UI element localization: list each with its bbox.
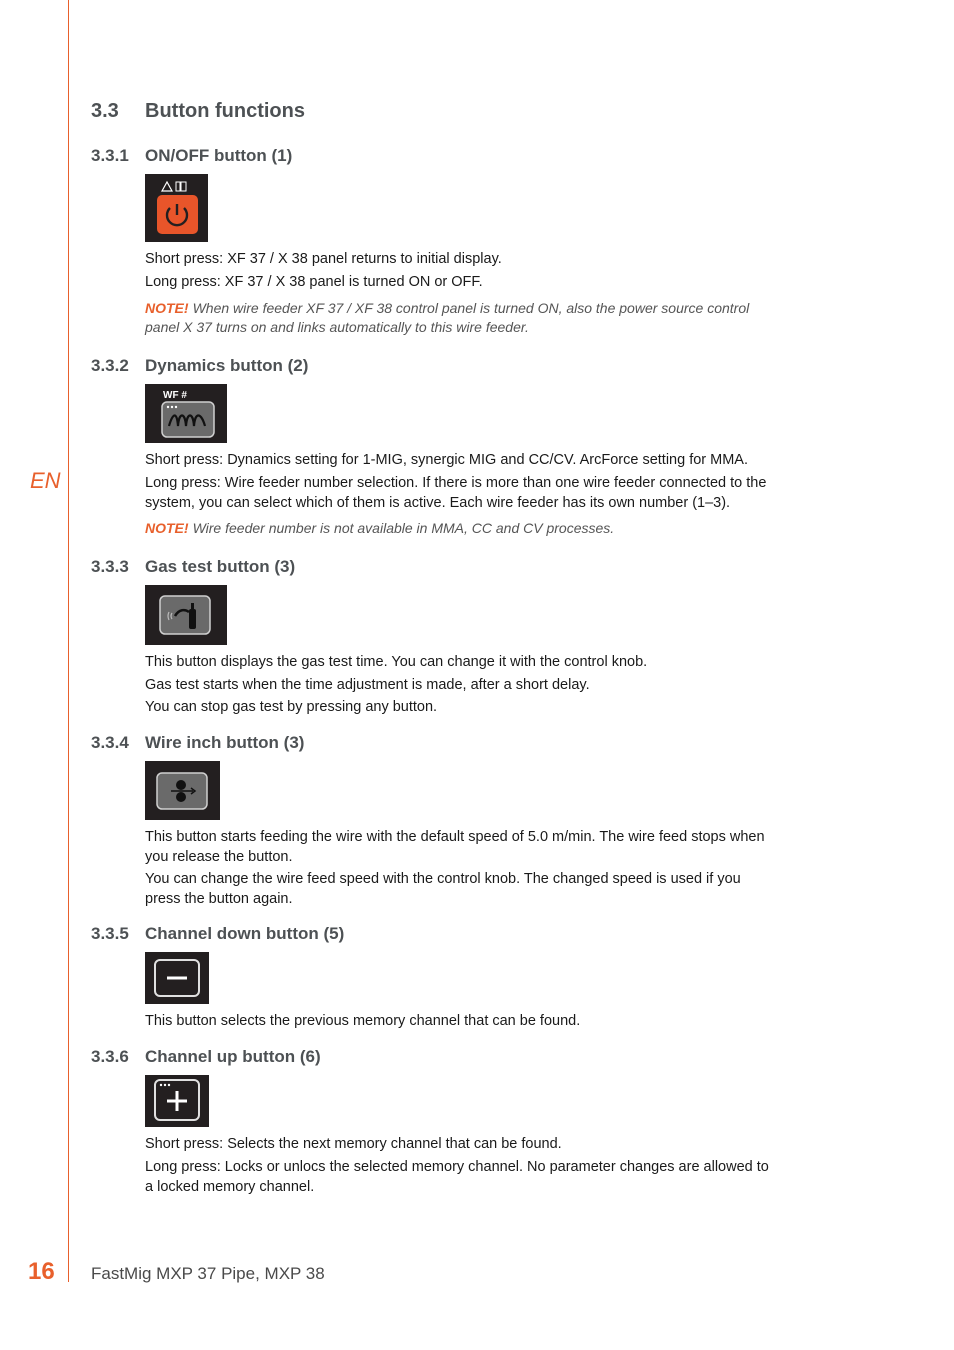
note-tag: NOTE! (145, 300, 189, 316)
subsection-number: 3.3.2 (91, 356, 129, 375)
gas-test-icon (145, 585, 227, 645)
subsection-title: Wire inch button (3) (145, 733, 305, 752)
subsection-heading-channelup (91, 1047, 321, 1067)
body-text: Short press: XF 37 / X 38 panel returns to initial display. (145, 251, 502, 267)
wire-inch-button-image (145, 761, 220, 820)
section-title: Button functions (145, 100, 305, 122)
body-text: Short press: Dynamics setting for 1-MIG, synergic MIG and CC/CV. ArcForce setting for MMA. (145, 452, 749, 468)
footer-product-name: FastMig MXP 37 Pipe, MXP 38 (91, 1264, 325, 1283)
subsection-heading-wireinch (91, 733, 304, 753)
note-onoff (145, 299, 765, 337)
language-tag: EN (30, 468, 61, 493)
note-tag: NOTE! (145, 520, 189, 536)
subsection-number: 3.3.1 (91, 146, 129, 165)
subsection-heading-onoff (91, 146, 292, 166)
body-text: You can stop gas test by pressing any button. (145, 699, 438, 715)
body-text: This button selects the previous memory channel that can be found. (145, 1013, 581, 1029)
subsection-number: 3.3.4 (91, 733, 129, 752)
wire-inch-icon (145, 761, 220, 820)
manual-icon (176, 182, 180, 191)
body-text: Gas test starts when the time adjustment is made, after a short delay. (145, 677, 590, 693)
subsection-title: Gas test button (3) (145, 557, 296, 576)
subsection-heading-dynamics (91, 356, 308, 376)
subsection-number: 3.3.6 (91, 1047, 129, 1066)
subsection-title: Dynamics button (2) (145, 356, 309, 375)
subsection-title: ON/OFF button (1) (145, 146, 293, 165)
subsection-number: 3.3.5 (91, 924, 129, 943)
body-text: This button displays the gas test time. You can change it with the control knob. (145, 654, 648, 670)
onoff-button-image (145, 174, 208, 242)
body-text: Long press: Locks or unlocs the selected memory channel. No parameter changes are allowed to a locked memory channel. (145, 1159, 769, 1195)
page-number: 16 (28, 1258, 55, 1285)
warning-icon (162, 182, 172, 191)
subsection-heading-channeldown (91, 924, 344, 944)
minus-icon (145, 952, 209, 1004)
section-number: 3.3 (91, 100, 119, 122)
gas-test-button-image (145, 585, 227, 645)
subsection-heading-gastest (91, 557, 295, 577)
channel-down-button-image (145, 952, 209, 1004)
body-text: Short press: Selects the next memory channel that can be found. (145, 1136, 562, 1152)
wf-label: WF # (163, 390, 187, 401)
body-text: Long press: Wire feeder number selection. If there is more than one wire feeder connected to the system, you can select which of them is active. Each wire feeder has its own number (1–3). (145, 475, 767, 511)
body-text: This button starts feeding the wire with the default speed of 5.0 m/min. The wire feed stops when you release the button. (145, 829, 765, 865)
channel-up-button-image (145, 1075, 209, 1127)
section-heading (91, 100, 305, 123)
subsection-title: Channel up button (6) (145, 1047, 321, 1066)
margin-rule (68, 0, 69, 1282)
body-text: You can change the wire feed speed with the control knob. The changed speed is used if you press the button again. (145, 871, 741, 907)
subsection-number: 3.3.3 (91, 557, 129, 576)
note-dynamics (145, 519, 765, 538)
note-text: When wire feeder XF 37 / XF 38 control panel is turned ON, also the power source control panel X 37 turns on and links automatically to this wire feeder. (145, 300, 750, 335)
subsection-title: Channel down button (5) (145, 924, 345, 943)
plus-icon (145, 1075, 209, 1127)
dynamics-coil-icon (145, 384, 227, 443)
dynamics-button-image (145, 384, 227, 443)
body-text: Long press: XF 37 / X 38 panel is turned ON or OFF. (145, 274, 483, 290)
note-text: Wire feeder number is not available in MMA, CC and CV processes. (192, 520, 615, 536)
power-icon (145, 174, 208, 242)
